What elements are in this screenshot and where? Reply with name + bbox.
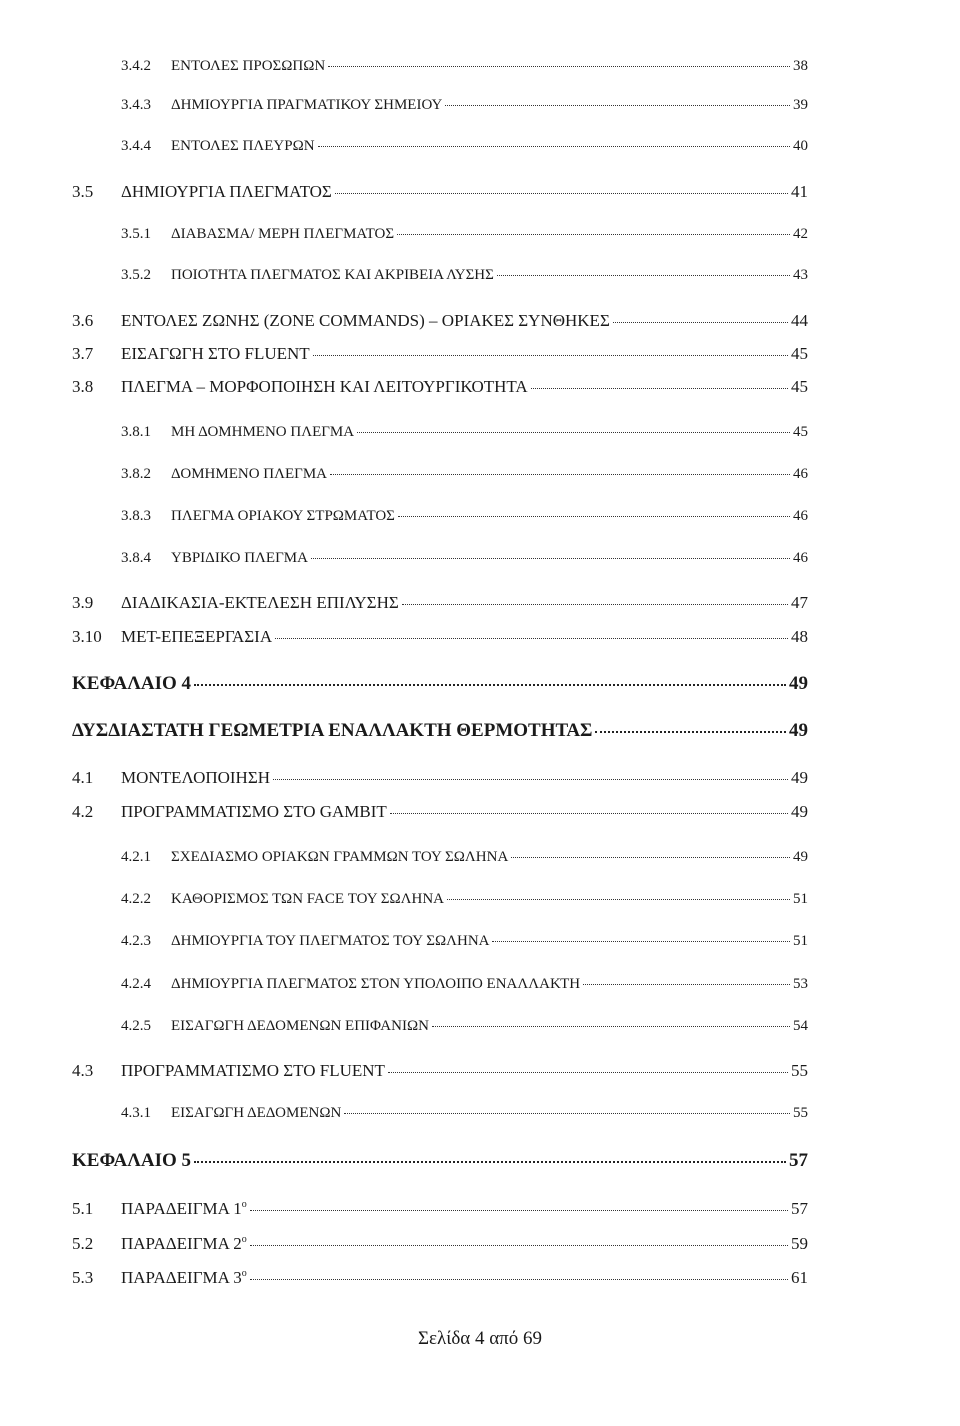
- toc-entry[interactable]: [72, 1235, 808, 1252]
- dot-leader: [335, 193, 788, 194]
- toc-entry[interactable]: [72, 378, 808, 395]
- toc-chapter-entry[interactable]: [72, 1151, 808, 1170]
- page-number: 49: [791, 768, 808, 787]
- section-number: 4.1: [72, 768, 94, 787]
- page-number: 46: [793, 508, 808, 524]
- page-number: 44: [791, 311, 808, 330]
- dot-leader: [492, 941, 790, 942]
- section-title: ΠΑΡΑΔΕΙΓΜΑ $1^o$: [121, 1199, 247, 1218]
- ordinal-superscript: ο: [241, 1234, 247, 1245]
- section-number: 5.2: [72, 1234, 94, 1253]
- page-number: 46: [793, 550, 808, 566]
- dot-leader: [497, 275, 790, 276]
- toc-entry[interactable]: [121, 1019, 808, 1034]
- dot-leader: [273, 779, 788, 780]
- page-number: 59: [791, 1234, 808, 1253]
- section-number: 3.7: [72, 344, 94, 363]
- page-number: 39: [793, 97, 808, 113]
- dot-leader: [388, 1072, 788, 1073]
- page-number: 55: [791, 1061, 808, 1080]
- section-number: 4.3: [72, 1061, 94, 1080]
- dot-leader: [330, 474, 790, 475]
- chapter-title: ΚΕΦΑΛΑΙΟ 5: [72, 1150, 192, 1171]
- section-title: ΠΡΟΓΡΑΜΜΑΤΙΣΜΟ ΣΤΟ GAMBIT: [121, 802, 387, 821]
- section-title: ΕΙΣΑΓΩΓΗ ΔΕΔΟΜΕΝΩΝ ΕΠΙΦΑΝΙΩΝ: [171, 1018, 429, 1034]
- toc-entry[interactable]: [121, 59, 808, 74]
- page-number: 45: [791, 377, 808, 396]
- section-title: ΕΝΤΟΛΕΣ ΠΛΕΥΡΩΝ: [171, 138, 315, 154]
- dot-leader: [250, 1245, 788, 1246]
- section-number: 3.10: [72, 627, 102, 646]
- page-number: 47: [791, 593, 808, 612]
- section-title: ΠΑΡΑΔΕΙΓΜΑ $3^o$: [121, 1268, 247, 1287]
- toc-entry[interactable]: [72, 769, 808, 786]
- toc-entry[interactable]: [121, 892, 808, 907]
- section-number: 3.4.3: [121, 97, 151, 113]
- dot-leader: [398, 516, 790, 517]
- section-title: ΕΝΤΟΛΕΣ ΖΩΝΗΣ (ZONE COMMANDS) – ΟΡΙΑΚΕΣ ΣΥΝΘΗΚΕΣ: [121, 311, 610, 330]
- section-number: 3.9: [72, 593, 94, 612]
- toc-entry[interactable]: [72, 183, 808, 200]
- page-number: 41: [791, 182, 808, 201]
- page-number: 57: [789, 1150, 808, 1171]
- toc-entry[interactable]: [72, 1200, 808, 1217]
- section-title: ΔΗΜΙΟΥΡΓΙΑ ΤΟΥ ΠΛΕΓΜΑΤΟΣ ΤΟΥ ΣΩΛΗΝΑ: [171, 933, 490, 949]
- page-number: 49: [789, 673, 808, 694]
- page-number: 42: [793, 226, 808, 242]
- section-title: ΠΡΟΓΡΑΜΜΑΤΙΣΜΟ ΣΤΟ FLUENT: [121, 1061, 385, 1080]
- toc-entry[interactable]: [72, 1062, 808, 1079]
- toc-entry[interactable]: [121, 977, 808, 992]
- toc-chapter-entry[interactable]: [72, 721, 808, 740]
- dot-leader: [447, 899, 790, 900]
- page-number: 45: [791, 344, 808, 363]
- dot-leader: [250, 1279, 788, 1280]
- section-number: 4.2.2: [121, 891, 151, 907]
- section-title: ΔΗΜΙΟΥΡΓΙΑ ΠΛΕΓΜΑΤΟΣ: [121, 182, 332, 201]
- section-number: 4.2.4: [121, 976, 151, 992]
- page-number: 48: [791, 627, 808, 646]
- section-number: 3.8.1: [121, 424, 151, 440]
- page-number: 51: [793, 891, 808, 907]
- toc-entry[interactable]: [121, 227, 808, 242]
- page-number: 46: [793, 466, 808, 482]
- dot-leader: [357, 432, 790, 433]
- section-title: ΥΒΡΙΔΙΚΟ ΠΛΕΓΜΑ: [171, 550, 308, 566]
- section-title: ΔΙΑΔΙΚΑΣΙΑ-ΕΚΤΕΛΕΣΗ ΕΠΙΛΥΣΗΣ: [121, 593, 399, 612]
- toc-entry[interactable]: [121, 268, 808, 283]
- toc-entry[interactable]: [72, 312, 808, 329]
- section-number: 4.2.1: [121, 849, 151, 865]
- dot-leader: [583, 984, 790, 985]
- dot-leader: [432, 1026, 790, 1027]
- toc-entry[interactable]: [72, 628, 808, 645]
- page-number: 61: [791, 1268, 808, 1287]
- page-number: 49: [789, 720, 808, 741]
- dot-leader: [613, 322, 788, 323]
- toc-entry[interactable]: [121, 1106, 808, 1121]
- toc-chapter-entry[interactable]: [72, 674, 808, 693]
- page-number: 54: [793, 1018, 808, 1034]
- section-number: 3.8.3: [121, 508, 151, 524]
- section-number: 3.4.4: [121, 138, 151, 154]
- page-number: 49: [793, 849, 808, 865]
- section-title: ΔΗΜΙΟΥΡΓΙΑ ΠΡΑΓΜΑΤΙΚΟΥ ΣΗΜΕΙΟΥ: [171, 97, 443, 113]
- toc-entry[interactable]: [121, 850, 808, 865]
- section-title: ΠΑΡΑΔΕΙΓΜΑ $2^o$: [121, 1234, 247, 1253]
- section-number: 5.3: [72, 1268, 94, 1287]
- dot-leader: [328, 66, 790, 67]
- section-number: 3.5: [72, 182, 94, 201]
- section-number: 3.8.2: [121, 466, 151, 482]
- ordinal-superscript: ο: [241, 1199, 247, 1210]
- dot-leader: [311, 558, 790, 559]
- page-number: 55: [793, 1105, 808, 1121]
- section-title: ΕΙΣΑΓΩΓΗ ΔΕΔΟΜΕΝΩΝ: [171, 1105, 342, 1121]
- section-title: ΠΛΕΓΜΑ – ΜΟΡΦΟΠΟΙΗΣΗ ΚΑΙ ΛΕΙΤΟΥΡΓΙΚΟΤΗΤΑ: [121, 377, 528, 396]
- dot-leader: [250, 1210, 788, 1211]
- dot-leader: [402, 604, 788, 605]
- ordinal-superscript: ο: [241, 1268, 247, 1279]
- dot-leader: [511, 857, 790, 858]
- section-number: 4.2.3: [121, 933, 151, 949]
- page-number: 40: [793, 138, 808, 154]
- chapter-title: ΔΥΣΔΙΑΣΤΑΤΗ ΓΕΩΜΕΤΡΙΑ ΕΝΑΛΛΑΚΤΗ ΘΕΡΜΟΤΗΤΑΣ: [72, 720, 593, 741]
- section-number: 5.1: [72, 1199, 94, 1218]
- page-number: 43: [793, 267, 808, 283]
- toc-entry[interactable]: [121, 467, 808, 482]
- toc-entry[interactable]: [121, 934, 808, 949]
- page-footer: Σελίδα 4 από 69: [417, 1328, 543, 1349]
- toc-entry[interactable]: [72, 803, 808, 820]
- section-number: 3.5.1: [121, 226, 151, 242]
- toc-entry[interactable]: [121, 425, 808, 440]
- section-title: ΕΝΤΟΛΕΣ ΠΡΟΣΩΠΩΝ: [171, 58, 326, 74]
- dot-leader: [318, 146, 790, 147]
- dot-leader: [531, 388, 788, 389]
- page-number: 45: [793, 424, 808, 440]
- section-number: 3.8: [72, 377, 94, 396]
- toc-entry[interactable]: [121, 551, 808, 566]
- dot-leader: [445, 105, 790, 106]
- dot-leader: [344, 1113, 790, 1114]
- dot-leader: [595, 731, 786, 733]
- section-title: ΜΗ ΔΟΜΗΜΕΝΟ ΠΛΕΓΜΑ: [171, 424, 355, 440]
- section-number: 3.4.2: [121, 58, 151, 74]
- page-number: 51: [793, 933, 808, 949]
- page-number: 53: [793, 976, 808, 992]
- toc-entry[interactable]: [72, 1269, 808, 1286]
- section-title: ΕΙΣΑΓΩΓΗ ΣΤΟ FLUENT: [121, 344, 310, 363]
- page-number: 38: [793, 58, 808, 74]
- section-title: ΔΙΑΒΑΣΜΑ/ ΜΕΡΗ ΠΛΕΓΜΑΤΟΣ: [171, 226, 395, 242]
- section-number: 4.2: [72, 802, 94, 821]
- toc-entry[interactable]: [72, 594, 808, 611]
- toc-entry[interactable]: [121, 98, 808, 113]
- dot-leader: [313, 355, 788, 356]
- dot-leader: [194, 1161, 786, 1163]
- section-title: ΠΟΙΟΤΗΤΑ ΠΛΕΓΜΑΤΟΣ ΚΑΙ ΑΚΡΙΒΕΙΑ ΛΥΣΗΣ: [171, 267, 494, 283]
- section-number: 3.8.4: [121, 550, 151, 566]
- dot-leader: [390, 813, 788, 814]
- toc-entry[interactable]: [121, 509, 808, 524]
- section-number: 4.2.5: [121, 1018, 151, 1034]
- toc-entry[interactable]: [72, 345, 808, 362]
- page-number: 57: [791, 1199, 808, 1218]
- page-number: 49: [791, 802, 808, 821]
- section-title: ΣΧΕΔΙΑΣΜΟ ΟΡΙΑΚΩΝ ΓΡΑΜΜΩΝ ΤΟΥ ΣΩΛΗΝΑ: [171, 849, 509, 865]
- section-title: ΜΕΤ-ΕΠΕΞΕΡΓΑΣΙΑ: [121, 627, 273, 646]
- dot-leader: [397, 234, 790, 235]
- section-title: ΠΛΕΓΜΑ ΟΡΙΑΚΟΥ ΣΤΡΩΜΑΤΟΣ: [171, 508, 395, 524]
- section-title: ΚΑΘΟΡΙΣΜΟΣ ΤΩΝ FACE ΤΟΥ ΣΩΛΗΝΑ: [171, 891, 445, 907]
- dot-leader: [194, 684, 786, 686]
- section-number: 4.3.1: [121, 1105, 151, 1121]
- section-number: 3.5.2: [121, 267, 151, 283]
- chapter-title: ΚΕΦΑΛΑΙΟ 4: [72, 673, 192, 694]
- dot-leader: [275, 638, 788, 639]
- section-number: 3.6: [72, 311, 94, 330]
- section-title: ΔΗΜΙΟΥΡΓΙΑ ΠΛΕΓΜΑΤΟΣ ΣΤΟΝ ΥΠΟΛΟΙΠΟ ΕΝΑΛΛΑΚΤΗ: [171, 976, 581, 992]
- section-title: ΜΟΝΤΕΛΟΠΟΙΗΣΗ: [121, 768, 271, 787]
- toc-entry[interactable]: [121, 139, 808, 154]
- section-title: ΔΟΜΗΜΕΝΟ ΠΛΕΓΜΑ: [171, 466, 328, 482]
